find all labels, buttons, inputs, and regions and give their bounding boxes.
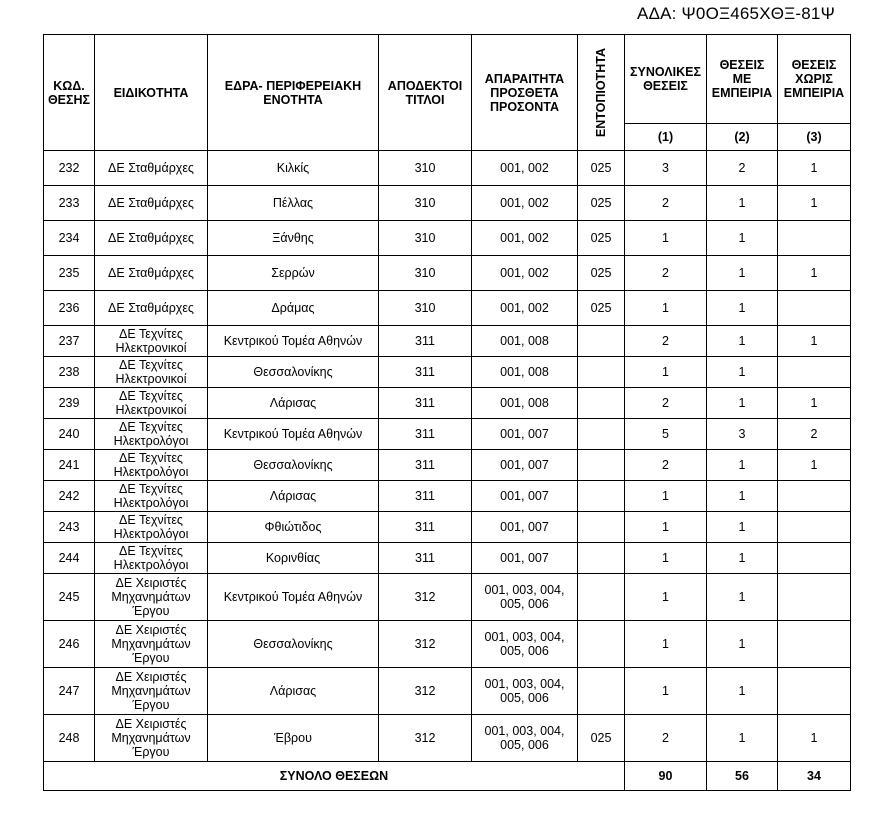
entopiotita-cell — [578, 574, 625, 621]
prosonta-cell: 001, 003, 004, 005, 006 — [472, 621, 578, 668]
xoris-empeiria-cell — [778, 621, 851, 668]
entopiotita-cell — [578, 668, 625, 715]
edra-cell: Ξάνθης — [208, 221, 379, 256]
header-edra: ΕΔΡΑ- ΠΕΡΙΦΕΡΕΙΑΚΗ ΕΝΟΤΗΤΑ — [208, 35, 379, 151]
eidikotita-cell: ΔΕ Τεχνίτες Ηλεκτρονικοί — [95, 326, 208, 357]
table-row — [44, 715, 851, 762]
table-row — [44, 543, 851, 574]
me-empeiria-cell: 1 — [707, 668, 778, 715]
entopiotita-cell — [578, 357, 625, 388]
synolikes-cell: 1 — [625, 574, 707, 621]
header-titloi: ΑΠΟΔΕΚΤΟΙ ΤΙΤΛΟΙ — [379, 35, 472, 151]
titloi-cell: 310 — [379, 186, 472, 221]
titloi-cell: 311 — [379, 512, 472, 543]
synolikes-cell: 3 — [625, 151, 707, 186]
table-row — [44, 221, 851, 256]
eidikotita-cell: ΔΕ Τεχνίτες Ηλεκτρολόγοι — [95, 512, 208, 543]
xoris-empeiria-cell — [778, 291, 851, 326]
edra-cell: Θεσσαλονίκης — [208, 450, 379, 481]
xoris-empeiria-cell — [778, 357, 851, 388]
me-empeiria-cell: 1 — [707, 357, 778, 388]
me-empeiria-cell: 1 — [707, 388, 778, 419]
header-entopiotita-text: ΕΝΤΟΠΙΟΤΗΤΑ — [594, 47, 608, 138]
prosonta-cell: 001, 003, 004, 005, 006 — [472, 668, 578, 715]
eidikotita-cell: ΔΕ Χειριστές Μηχανημάτων Έργου — [95, 715, 208, 762]
total-synolikes: 90 — [625, 762, 707, 791]
entopiotita-cell: 025 — [578, 256, 625, 291]
xoris-empeiria-cell — [778, 221, 851, 256]
eidikotita-cell: ΔΕ Τεχνίτες Ηλεκτρονικοί — [95, 388, 208, 419]
eidikotita-cell: ΔΕ Σταθμάρχες — [95, 186, 208, 221]
synolikes-cell: 1 — [625, 357, 707, 388]
table-row — [44, 450, 851, 481]
eidikotita-cell: ΔΕ Τεχνίτες Ηλεκτρονικοί — [95, 357, 208, 388]
edra-cell: Κεντρικού Τομέα Αθηνών — [208, 574, 379, 621]
synolikes-cell: 1 — [625, 668, 707, 715]
total-label: ΣΥΝΟΛΟ ΘΕΣΕΩΝ — [44, 762, 625, 791]
synolikes-cell: 2 — [625, 450, 707, 481]
prosonta-cell: 001, 003, 004, 005, 006 — [472, 574, 578, 621]
titloi-cell: 311 — [379, 357, 472, 388]
titloi-cell: 311 — [379, 326, 472, 357]
entopiotita-cell — [578, 481, 625, 512]
prosonta-cell: 001, 002 — [472, 221, 578, 256]
titloi-cell: 311 — [379, 481, 472, 512]
eidikotita-cell: ΔΕ Σταθμάρχες — [95, 291, 208, 326]
table-row — [44, 481, 851, 512]
synolikes-cell: 1 — [625, 621, 707, 668]
kod-cell: 234 — [44, 221, 95, 256]
titloi-cell: 311 — [379, 450, 472, 481]
me-empeiria-cell: 1 — [707, 326, 778, 357]
me-empeiria-cell: 1 — [707, 621, 778, 668]
xoris-empeiria-cell: 1 — [778, 326, 851, 357]
total-xoris-empeiria: 34 — [778, 762, 851, 791]
table-row — [44, 419, 851, 450]
synolikes-cell: 5 — [625, 419, 707, 450]
edra-cell: Λάρισας — [208, 481, 379, 512]
kod-cell: 245 — [44, 574, 95, 621]
me-empeiria-cell: 2 — [707, 151, 778, 186]
header-synolikes: ΣΥΝΟΛΙΚΕΣ ΘΕΣΕΙΣ — [625, 35, 707, 124]
entopiotita-cell: 025 — [578, 715, 625, 762]
xoris-empeiria-cell: 2 — [778, 419, 851, 450]
me-empeiria-cell: 1 — [707, 574, 778, 621]
entopiotita-cell: 025 — [578, 291, 625, 326]
table-row — [44, 388, 851, 419]
synolikes-cell: 1 — [625, 481, 707, 512]
titloi-cell: 310 — [379, 291, 472, 326]
eidikotita-cell: ΔΕ Σταθμάρχες — [95, 151, 208, 186]
eidikotita-cell: ΔΕ Χειριστές Μηχανημάτων Έργου — [95, 574, 208, 621]
table-row — [44, 151, 851, 186]
xoris-empeiria-cell: 1 — [778, 151, 851, 186]
ada-code: ΑΔΑ: Ψ0ΟΞ465ΧΘΞ-81Ψ — [637, 4, 835, 23]
positions-table — [43, 34, 851, 791]
synolikes-cell: 2 — [625, 256, 707, 291]
synolikes-cell: 2 — [625, 388, 707, 419]
kod-cell: 239 — [44, 388, 95, 419]
kod-cell: 236 — [44, 291, 95, 326]
titloi-cell: 310 — [379, 151, 472, 186]
kod-cell: 240 — [44, 419, 95, 450]
xoris-empeiria-cell — [778, 574, 851, 621]
prosonta-cell: 001, 008 — [472, 326, 578, 357]
edra-cell: Έβρου — [208, 715, 379, 762]
edra-cell: Δράμας — [208, 291, 379, 326]
edra-cell: Λάρισας — [208, 388, 379, 419]
titloi-cell: 312 — [379, 715, 472, 762]
me-empeiria-cell: 1 — [707, 481, 778, 512]
kod-cell: 244 — [44, 543, 95, 574]
edra-cell: Φθιώτιδος — [208, 512, 379, 543]
prosonta-cell: 001, 007 — [472, 419, 578, 450]
prosonta-cell: 001, 008 — [472, 357, 578, 388]
xoris-empeiria-cell — [778, 668, 851, 715]
table-row — [44, 186, 851, 221]
titloi-cell: 311 — [379, 388, 472, 419]
kod-cell: 235 — [44, 256, 95, 291]
kod-cell: 241 — [44, 450, 95, 481]
synolikes-cell: 2 — [625, 326, 707, 357]
titloi-cell: 311 — [379, 419, 472, 450]
xoris-empeiria-cell: 1 — [778, 715, 851, 762]
prosonta-cell: 001, 007 — [472, 512, 578, 543]
entopiotita-cell — [578, 621, 625, 668]
entopiotita-cell: 025 — [578, 151, 625, 186]
xoris-empeiria-cell: 1 — [778, 388, 851, 419]
header-num-1: (1) — [625, 124, 707, 151]
header-eidikotita: ΕΙΔΙΚΟΤΗΤΑ — [95, 35, 208, 151]
prosonta-cell: 001, 008 — [472, 388, 578, 419]
prosonta-cell: 001, 007 — [472, 450, 578, 481]
entopiotita-cell — [578, 388, 625, 419]
kod-cell: 247 — [44, 668, 95, 715]
prosonta-cell: 001, 002 — [472, 291, 578, 326]
me-empeiria-cell: 1 — [707, 256, 778, 291]
table-row — [44, 574, 851, 621]
edra-cell: Κεντρικού Τομέα Αθηνών — [208, 326, 379, 357]
kod-cell: 237 — [44, 326, 95, 357]
me-empeiria-cell: 1 — [707, 450, 778, 481]
eidikotita-cell: ΔΕ Χειριστές Μηχανημάτων Έργου — [95, 668, 208, 715]
edra-cell: Πέλλας — [208, 186, 379, 221]
titloi-cell: 311 — [379, 543, 472, 574]
titloi-cell: 310 — [379, 221, 472, 256]
edra-cell: Θεσσαλονίκης — [208, 621, 379, 668]
eidikotita-cell: ΔΕ Τεχνίτες Ηλεκτρολόγοι — [95, 419, 208, 450]
kod-cell: 242 — [44, 481, 95, 512]
xoris-empeiria-cell: 1 — [778, 186, 851, 221]
me-empeiria-cell: 1 — [707, 291, 778, 326]
entopiotita-cell: 025 — [578, 221, 625, 256]
titloi-cell: 310 — [379, 256, 472, 291]
xoris-empeiria-cell — [778, 512, 851, 543]
kod-cell: 246 — [44, 621, 95, 668]
table-row — [44, 512, 851, 543]
table-row — [44, 326, 851, 357]
header-xoris-empeiria: ΘΕΣΕΙΣ ΧΩΡΙΣ ΕΜΠΕΙΡΙΑ — [778, 35, 851, 124]
me-empeiria-cell: 1 — [707, 221, 778, 256]
me-empeiria-cell: 1 — [707, 715, 778, 762]
kod-cell: 232 — [44, 151, 95, 186]
xoris-empeiria-cell: 1 — [778, 450, 851, 481]
edra-cell: Κεντρικού Τομέα Αθηνών — [208, 419, 379, 450]
synolikes-cell: 1 — [625, 221, 707, 256]
edra-cell: Λάρισας — [208, 668, 379, 715]
edra-cell: Κορινθίας — [208, 543, 379, 574]
eidikotita-cell: ΔΕ Χειριστές Μηχανημάτων Έργου — [95, 621, 208, 668]
header-me-empeiria: ΘΕΣΕΙΣ ΜΕ ΕΜΠΕΙΡΙΑ — [707, 35, 778, 124]
xoris-empeiria-cell: 1 — [778, 256, 851, 291]
total-row — [44, 762, 851, 791]
synolikes-cell: 1 — [625, 291, 707, 326]
me-empeiria-cell: 1 — [707, 186, 778, 221]
xoris-empeiria-cell — [778, 543, 851, 574]
synolikes-cell: 1 — [625, 512, 707, 543]
synolikes-cell: 2 — [625, 186, 707, 221]
header-kod: ΚΩΔ. ΘΕΣΗΣ — [44, 35, 95, 151]
table-row — [44, 256, 851, 291]
eidikotita-cell: ΔΕ Σταθμάρχες — [95, 221, 208, 256]
header-num-2: (2) — [707, 124, 778, 151]
entopiotita-cell — [578, 450, 625, 481]
titloi-cell: 312 — [379, 574, 472, 621]
total-me-empeiria: 56 — [707, 762, 778, 791]
prosonta-cell: 001, 002 — [472, 151, 578, 186]
header-num-3: (3) — [778, 124, 851, 151]
titloi-cell: 312 — [379, 621, 472, 668]
kod-cell: 238 — [44, 357, 95, 388]
prosonta-cell: 001, 002 — [472, 256, 578, 291]
eidikotita-cell: ΔΕ Σταθμάρχες — [95, 256, 208, 291]
header-entopiotita — [578, 35, 625, 151]
kod-cell: 243 — [44, 512, 95, 543]
synolikes-cell: 1 — [625, 543, 707, 574]
entopiotita-cell — [578, 326, 625, 357]
edra-cell: Σερρών — [208, 256, 379, 291]
entopiotita-cell — [578, 419, 625, 450]
entopiotita-cell: 025 — [578, 186, 625, 221]
table-row — [44, 621, 851, 668]
prosonta-cell: 001, 007 — [472, 543, 578, 574]
xoris-empeiria-cell — [778, 481, 851, 512]
prosonta-cell: 001, 002 — [472, 186, 578, 221]
edra-cell: Θεσσαλονίκης — [208, 357, 379, 388]
eidikotita-cell: ΔΕ Τεχνίτες Ηλεκτρολόγοι — [95, 543, 208, 574]
kod-cell: 248 — [44, 715, 95, 762]
me-empeiria-cell: 1 — [707, 543, 778, 574]
me-empeiria-cell: 1 — [707, 512, 778, 543]
entopiotita-cell — [578, 512, 625, 543]
edra-cell: Κιλκίς — [208, 151, 379, 186]
kod-cell: 233 — [44, 186, 95, 221]
table-row — [44, 357, 851, 388]
eidikotita-cell: ΔΕ Τεχνίτες Ηλεκτρολόγοι — [95, 481, 208, 512]
prosonta-cell: 001, 007 — [472, 481, 578, 512]
synolikes-cell: 2 — [625, 715, 707, 762]
me-empeiria-cell: 3 — [707, 419, 778, 450]
table-row — [44, 291, 851, 326]
prosonta-cell: 001, 003, 004, 005, 006 — [472, 715, 578, 762]
titloi-cell: 312 — [379, 668, 472, 715]
eidikotita-cell: ΔΕ Τεχνίτες Ηλεκτρολόγοι — [95, 450, 208, 481]
table-row — [44, 668, 851, 715]
header-prosonta: ΑΠΑΡΑΙΤΗΤΑ ΠΡΟΣΘΕΤΑ ΠΡΟΣΟΝΤΑ — [472, 35, 578, 151]
entopiotita-cell — [578, 543, 625, 574]
